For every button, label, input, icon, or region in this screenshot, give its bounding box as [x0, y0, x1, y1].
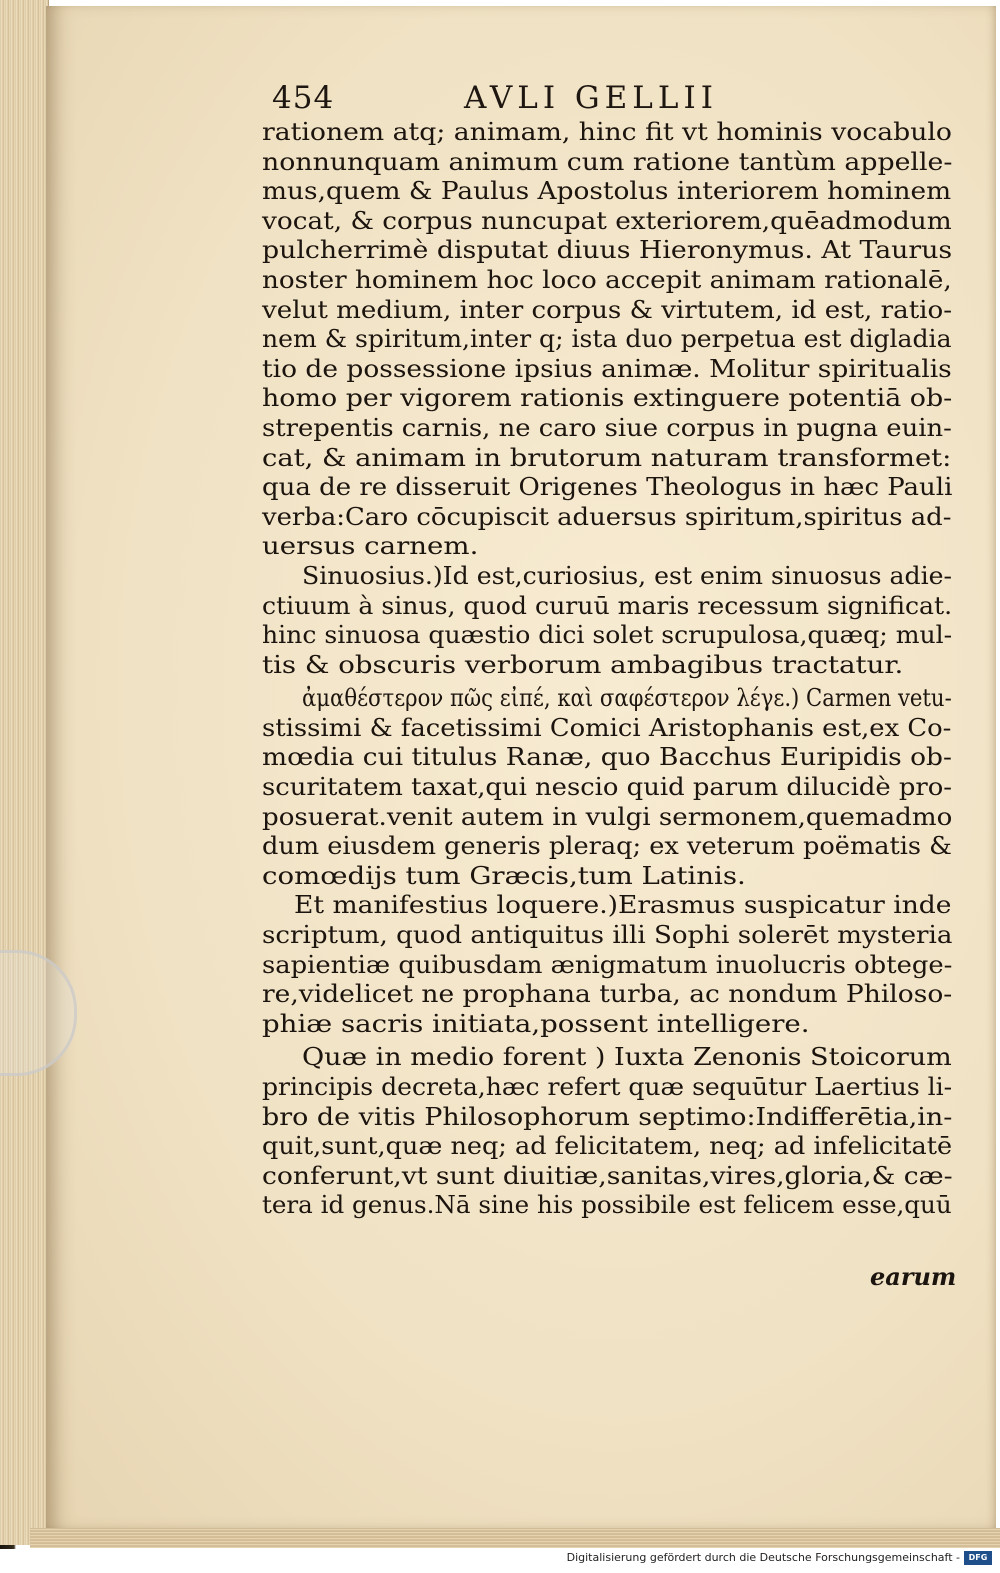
- text-line: hinc sinuosa quæstio dici solet scrupulosa,quæq; mul-: [262, 621, 953, 650]
- text-line: mœdia cui titulus Ranæ, quo Bacchus Euripidis ob-: [262, 743, 952, 772]
- text-line: scriptum, quod antiquitus illi Sophi solerēt mysteria: [262, 921, 953, 950]
- greek-quote-line: ἀμαθέστερον πῶς εἰπέ, καὶ σαφέστερον λέγε.) Carmen vetu-: [302, 684, 952, 713]
- text-line: Sinuosius.)Id est,curiosius, est enim sinuosus adie-: [302, 561, 953, 590]
- text-block: [262, 118, 952, 1221]
- text-line: noster hominem hoc loco accepit animam rationalē,: [262, 265, 952, 294]
- text-line: nem & spiritum,inter q; ista duo perpetua est digladia: [262, 325, 952, 354]
- text-line: posuerat.venit autem in vulgi sermonem,quemadmo: [262, 802, 953, 831]
- text-line: Et manifestius loquere.)Erasmus suspicatur inde: [294, 891, 952, 920]
- text-line: ctiuum à sinus, quod curuū maris recessum significat.: [262, 591, 953, 620]
- text-line: dum eiusdem generis pleraq; ex veterum poëmatis &: [262, 832, 952, 861]
- text-line: mus,quem & Paulus Apostolus interiorem hominem: [262, 177, 952, 206]
- text-line: scuritatem taxat,qui nescio quid parum dilucidè pro-: [262, 773, 953, 802]
- running-title: AVLI GELLII: [464, 80, 718, 116]
- text-line: tera id genus.Nā sine his possibile est felicem esse,quū: [262, 1191, 952, 1220]
- text-line: vocat, & corpus nuncupat exteriorem,quēadmodum: [262, 206, 952, 235]
- text-line: Quæ in medio forent ) Iuxta Zenonis Stoicorum: [302, 1043, 952, 1072]
- text-line: phiæ sacris initiata,possent intelligere.: [262, 1009, 810, 1038]
- text-line: rationem atq; animam, hinc fit vt hominis vocabulo: [262, 118, 952, 146]
- text-line: bro de vitis Philosophorum septimo:Indifferētia,in-: [262, 1102, 953, 1131]
- text-line: re,videlicet ne prophana turba, ac nondum Philoso-: [262, 980, 953, 1009]
- text-line: qua de re disseruit Origenes Theologus in hæc Pauli: [262, 473, 953, 502]
- text-line: sapientiæ quibusdam ænigmatum inuolucris obtege-: [262, 950, 953, 979]
- text-line: cat, & animam in brutorum naturam transformet:: [262, 443, 952, 472]
- text-line: tis & obscuris verborum ambagibus tractatur.: [262, 650, 904, 679]
- catchword: earum: [870, 1262, 957, 1291]
- text-line: tio de possessione ipsius animæ. Molitur spiritualis: [262, 354, 952, 383]
- page-edges: [30, 1528, 1000, 1548]
- text-line: conferunt,vt sunt diuitiæ,sanitas,vires,gloria,& cæ-: [262, 1161, 953, 1190]
- digitization-credit: Digitalisierung gefördert durch die Deutsche Forschungsgemeinschaft -: [566, 1551, 960, 1564]
- page-header: [272, 80, 972, 120]
- text-line: uersus carnem.: [262, 532, 479, 561]
- text-line: quit,sunt,quæ neq; ad felicitatem, neq; ad infelicitatē: [262, 1132, 953, 1161]
- book-spine: [0, 0, 49, 1545]
- text-line: homo per vigorem rationis extinguere potentiā ob-: [262, 384, 953, 413]
- text-line: velut medium, inter corpus & virtutem, id est, ratio-: [262, 295, 953, 324]
- text-line: pulcherrimè disputat diuus Hieronymus. At Taurus: [262, 236, 953, 265]
- page-number: 454: [272, 80, 335, 116]
- text-line: principis decreta,hæc refert quæ sequūtur Laertius li-: [262, 1073, 953, 1101]
- text-line: verba:Caro cōcupiscit aduersus spiritum,spiritus ad-: [262, 502, 952, 531]
- text-line: stissimi & facetissimi Comici Aristophanis est,ex Co-: [262, 713, 952, 742]
- text-line: strepentis carnis, ne caro siue corpus in pugna euin-: [262, 413, 952, 442]
- dfg-logo: DFG: [964, 1551, 992, 1565]
- text-line: nonnunquam animum cum ratione tantùm appelle-: [262, 147, 953, 176]
- text-line: comœdijs tum Græcis,tum Latinis.: [262, 861, 746, 890]
